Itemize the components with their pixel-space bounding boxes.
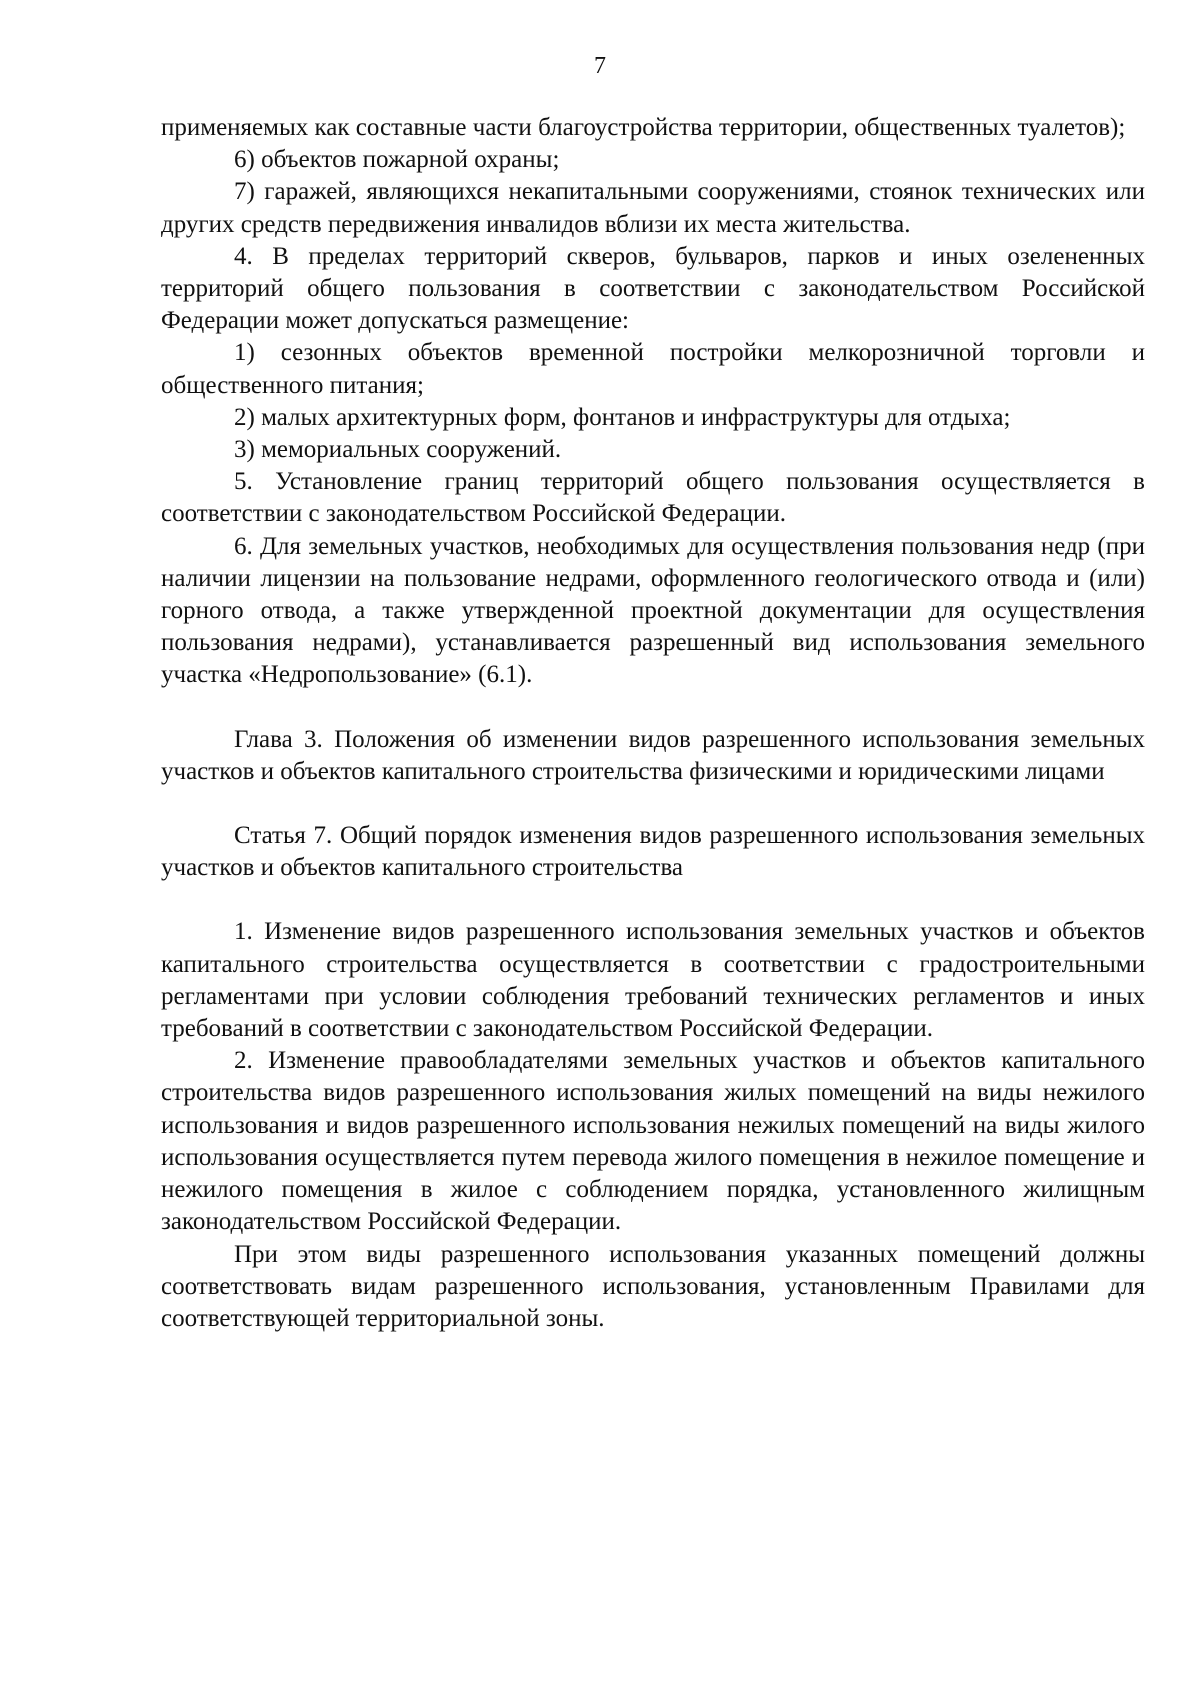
paragraph-continuation: применяемых как составные части благоустройства территории, общественных туалетов);: [161, 114, 1126, 141]
clause-4: 4. В пределах территорий скверов, бульваров, парков и иных озелененных территорий общего пользования в соответствии с законодательством Российской Федерации может допускаться размещение:: [161, 242, 1145, 335]
clause-4-item-1: 1) сезонных объектов временной постройки мелкорозничной торговли и общественного питания;: [161, 339, 1145, 399]
clause-6: 6. Для земельных участков, необходимых для осуществления пользования недр (при наличии лицензии на пользование недрами, оформленного геологического отвода и (или) горного отвода, а также утвержденной проектной документации для осуществления пользования недрами), устанавливается разрешенный вид использования земельного участка «Недропользование» (6.1).: [161, 532, 1145, 689]
document-body: [161, 112, 1145, 1335]
clause-4-item-3: 3) мемориальных сооружений.: [234, 436, 562, 464]
clause-5: 5. Установление границ территорий общего пользования осуществляется в соответствии с законодательством Российской Федерации.: [161, 468, 1145, 528]
list-item-7: 7) гаражей, являющихся некапитальными сооружениями, стоянок технических или других средств передвижения инвалидов вблизи их места жительства.: [161, 178, 1145, 238]
page-number: 7: [594, 53, 606, 79]
article-7-clause-2: 2. Изменение правообладателями земельных участков и объектов капитального строительства видов разрешенного использования жилых помещений на виды нежилого использования и видов разрешенного использования нежилых помещений на виды жилого использования осуществляется путем перевода жилого помещения в нежилое помещение и нежилого помещения в жилое с соблюдением порядка, установленного жилищным законодательством Российской Федерации.: [161, 1047, 1145, 1236]
chapter-3-heading: Глава 3. Положения об изменении видов разрешенного использования земельных участков и объектов капитального строительства физическими и юридическими лицами: [161, 725, 1145, 785]
list-item-6: 6) объектов пожарной охраны;: [234, 146, 560, 174]
article-7-heading: Статья 7. Общий порядок изменения видов разрешенного использования земельных участков и объектов капитального строительства: [161, 822, 1145, 882]
article-7-clause-1: 1. Изменение видов разрешенного использования земельных участков и объектов капитального строительства осуществляется в соответствии с градостроительными регламентами при условии соблюдения требований технических регламентов и иных требований в соответствии с законодательством Российской Федерации.: [161, 918, 1145, 1043]
clause-4-item-2: 2) малых архитектурных форм, фонтанов и инфраструктуры для отдыха;: [234, 403, 1011, 431]
article-7-clause-2-note: При этом виды разрешенного использования указанных помещений должны соответствовать видам разрешенного использования, установленным Правилами для соответствующей территориальной зоны.: [161, 1240, 1145, 1332]
